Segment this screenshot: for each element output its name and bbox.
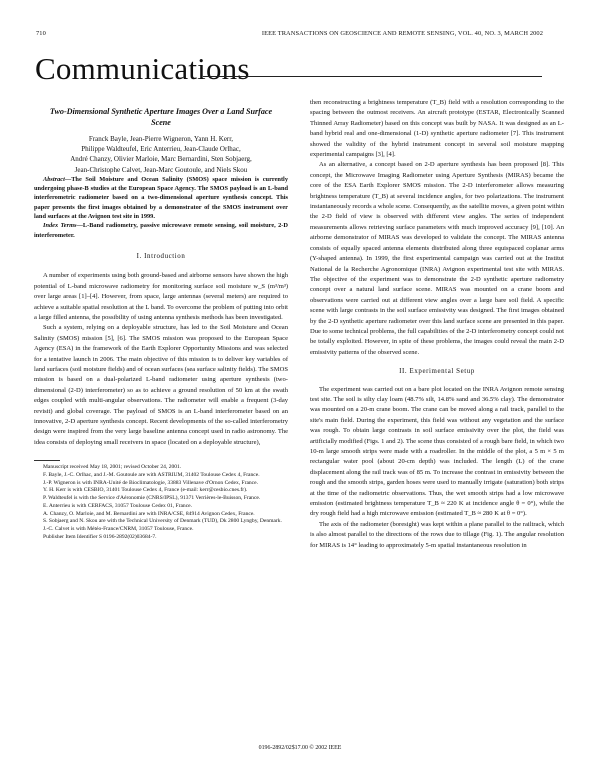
running-head	[0, 30, 600, 40]
copyright-line: 0196-2892/02$17.00 © 2002 IEEE	[258, 745, 342, 751]
author-line: Philippe Waldteufel, Eric Anterrieu, Jean-Claude Orlhac,	[81, 145, 241, 154]
abstract	[34, 175, 288, 221]
intro-heading: I. Introduction	[136, 252, 186, 260]
title-rule	[203, 76, 542, 77]
page-number: 710	[36, 30, 46, 37]
journal-header: IEEE TRANSACTIONS ON GEOSCIENCE AND REMOTE SENSING, VOL. 40, NO. 3, MARCH 2002	[261, 30, 543, 37]
body-paragraph: Such a system, relying on a deployable structure, has led to the Soil Moisture and Ocean Salinity (SMOS) mission [5], [6]. The SMOS mission was proposed to the European Space Agency (ESA) in the framework of the Earth Explorer Opportunity Missions and was selected for a tentative launch in 2006. The main objective of this mission is to deliver key variables of land surfaces (soil moisture fields) and of ocean surfaces (sea surface salinity fields). The SMOS mission is based on a dual-polarized L-band radiometer using aperture synthesis (two-dimensional (2-D) interferometer) so as to achieve a ground resolution of 50 km at the swath edges coupled with multi-angular observations. The radiometer will enable a frequent (3-day revisit) and global coverage. The payload of SMOS is an L-band interferometer based on an innovative, 2-D aperture synthesis concept. Recent developments of the so-called interferometry design were inspired from the very large baseline antenna concept used in radio astronomy. The idea consists of deploying small receivers in space (located on a deployable structure),	[34, 324, 288, 446]
abstract-label: Abstract—	[43, 175, 72, 183]
author-line: Franck Bayle, Jean-Pierre Wigneron, Yann H. Kerr,	[88, 135, 234, 143]
author-line: André Chanzy, Olivier Marloie, Marc Bernardini, Sten Sobjaerg,	[70, 155, 252, 164]
left-column	[34, 98, 288, 542]
setup-heading: II. Experimental Setup	[399, 368, 475, 376]
footnote: Publisher Item Identifier S 0196-2892(02)03684-7.	[43, 533, 157, 540]
footnote: A. Chanzy, O. Marloie, and M. Bernardini are with INRA/CSE, 84914 Avignon Cedex, France.	[43, 510, 255, 517]
author-line: Jean-Christophe Calvet, Jean-Marc Goutoule, and Niels Skou	[74, 165, 248, 174]
index-terms-label: Index Terms—	[43, 222, 83, 230]
index-terms-text: L-Band radiometry, passive microwave remote sensing, soil moisture, 2-D interferometer.	[34, 222, 288, 239]
footnote: J.-C. Calvet is with Météo-France/CNRM, 31057 Toulouse, France.	[43, 526, 194, 533]
body-paragraph: then reconstructing a brightness temperature (T_B) field with a resolution corresponding to the spacing between the outmost receivers. An aircraft prototype (ESTAR, Electronically Scanned Thinned Array Radiometer) based on this concept was built by NASA. It was designed as an L-band hybrid real and one-dimensional (1-D) synthetic aperture radiometer [7]. This instrument showed the validity of the hybrid instrument concept in several soil moisture mapping experimental campaigns [3], [4].	[310, 99, 564, 159]
body-paragraph: A number of experiments using both ground-based and airborne sensors have shown the high potential of L-band microwave radiometry for monitoring surface soil moisture w_S (m³/m³) over large areas [1]–[4]. However, from space, large antennas (several meters) are required to achieve a suitable spatial resolution at the L band. To overcome the problem of putting into orbit a large filled antenna, the possibility of using antenna synthesis methods has been investigated.	[34, 272, 288, 321]
footnote: F. Bayle, J.-C. Orlhac, and J.-M. Goutoule are with ASTRIUM, 31402 Toulouse Cedex 4, France.	[43, 471, 260, 478]
footnote: Y. H. Kerr is with CESBIO, 31401 Toulouse Cedex 4, France (e-mail: kerr@cesbio.cnes.fr).	[43, 487, 248, 494]
footnote-rule	[34, 460, 60, 461]
index-terms	[34, 221, 288, 240]
body-paragraph: The axis of the radiometer (boresight) was kept within a plane parallel to the railtrack, which is also almost parallel to the directions of the rows due to tillage (Fig. 1). The angular resolution for MIRAS is 14° leading to approximately 5-m spatial instantaneous resolution in	[310, 520, 564, 549]
footnote: S. Sobjaerg and N. Skou are with the Technical University of Denmark (TUD), Dk 2800 Lyngby, Denmark.	[43, 518, 282, 525]
body-paragraph: As an alternative, a concept based on 2-D aperture synthesis has been proposed [8]. This concept, the Microwave Imaging Radiometer using Aperture Synthesis (MIRAS) became the core of the ESA Earth Explorer SMOS mission. The 2-D interferometer allows measuring brightness temperature (T_B) at several incidence angles, for two polarizations. The instrument instantaneously records a whole scene. Consequently, as the satellite moves, a given point within the 2-D field of view is observed with different view angles. The series of independent measurements allows retrieving surface parameters with much improved accuracy [9], [10]. An airborne demonstrator of MIRAS was developed to validate the concept. The MIRAS antenna consists of equally spaced antenna elements distributed along three equispaced coplanar arms (Y-shaped antenna). In 1999, the first experimental campaign was carried out at the Institut National de la Recherche Agronomique (INRA) Avignon experimental test site with MIRAS. The objective of the experiment was to demonstrate the 2-D synthetic aperture radiometry concept over a natural land surface scene. MIRAS was mounted on a crane boom and observations were carried out at different view angles over a large bare soil field. A specific scene with large contrasts in the soil surface emissivity was designed. The first images obtained by the 2-D synthetic aperture radiometer over this land surface scene are presented in this paper. Due to some technical problems, the full capabilities of the 2-D interferometry concept could not be totally exploited. However, in spite of these problems, the images could reveal the main 2-D emissivity patterns of the observed scene.	[310, 161, 564, 356]
footnote: Manuscript received May 18, 2001; revised October 24, 2001.	[43, 464, 182, 471]
abstract-text: The Soil Moisture and Ocean Salinity (SMOS) space mission is currently undergoing phase-B studies at the European Space Agency. The SMOS payload is an L-band interferometric radiometer based on a two-dimensional aperture synthesis concept. This paper presents the first images obtained by a demonstrator of the SMOS instrument over land surfaces at the Avignon test site in 1999.	[34, 175, 288, 220]
footnote: P. Waldteufel is with the Service d'Aéronomie (CNRS/IPSL), 91371 Verrières-le-Buisson, France.	[43, 495, 261, 502]
footnote: E. Anterrieu is with CERFACS, 31057 Toulouse Cedex 01, France.	[43, 502, 193, 509]
body-paragraph: The experiment was carried out on a bare plot located on the INRA Avignon remote sensing test site. The soil is silty clay loam (48.7% silt, 14.8% sand and 36.5% clay). The demonstrator was mounted on a 20-m crane boom. The crane can be moved along a rail track, parallel to the site's main field. During the experiment, this field was without any vegetation and the surface was rough. To obtain large contrasts in soil surface emissivity over the plot, the field was artificially modified (Figs. 1 and 2). The scene thus consisted of a rough bare field, in which two 10-m large smooth strips were made with a roadroller. In the middle of the plot, a 5 m × 5 m rectangular water pool (about 20-cm depth) was included. The length (L) of the crane displacement along the rail track was of 85 m. To increase the contrast in emissivity between the rough and the smooth strips, garden hoses were used to manually irrigate (saturation) both strips at the time of the radiometric observations. Thus, the wet smooth strips had a low microwave emission (estimated brightness temperature T_B ≈ 220 K at incidence angle θ = 0°), while the dry rough field had a high microwave emission (estimated T_B ≈ 280 K at θ = 0°).	[310, 385, 564, 518]
author-list	[34, 134, 288, 175]
right-column	[310, 98, 564, 551]
article-title: Two-Dimensional Synthetic Aperture Images Over a Land Surface Scene	[49, 107, 273, 127]
section-title: Communications	[35, 51, 250, 86]
footnote: J.-P. Wigneron is with INRA-Unité de Bioclimatologie, 33883 Villenave d'Ornon Cedex, France.	[43, 479, 258, 486]
